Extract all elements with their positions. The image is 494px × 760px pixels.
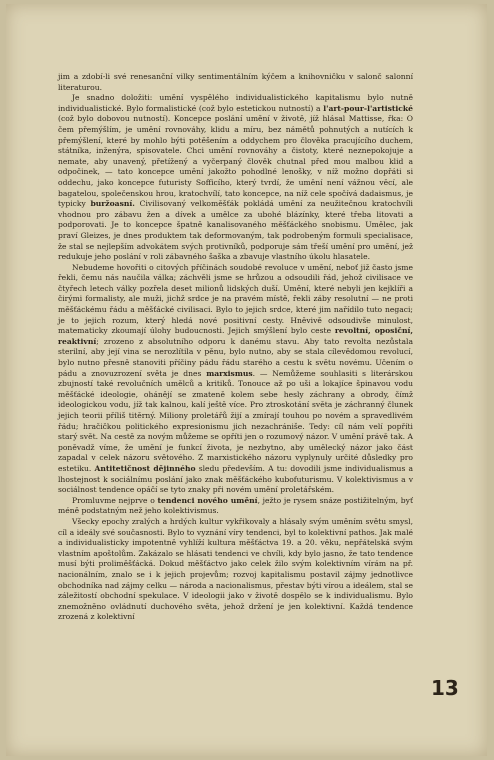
text-run: Všecky epochy zralých a hrdých kultur vykřikovaly a hlásaly svým uměním světu smysl, cíl a ideály své současnosti. Bylo to vyznání víry tendenci, byl to kolektivní pathos. Jak malé a individualisticky impotentně vyhlíží kultura měšťáctva 19. a 20. věku, nepřátelská svým vlastním apoštolům. Zakázalo se hlásati tendenci ve chvíli, kdy bylo jasno, že tato tendence musí býti proliměšťácká. Dokud měšťáctvo jako celek žilo svým kolektivním vírám na př. nacionálním, znalo se i k jejich projevům; rozvoj kapitalismu postavil zájmy jednotlivce obchodníka nad zájmy celku — národa a nacionalismus, přestav býti vírou a ideálem, stal se záležitostí obchodní spekulace. V ideologii jako v životě dospělo se k individualismu. Bylo znemožněno ovládnutí duchového světa, jehož držení je jen kolektivní. Každá tendence zrozená z kolektivní xyxy=(58,516,413,622)
text-run: Promluvme nejprve o xyxy=(72,495,158,505)
text-run: (což bylo dobovou nutností). Koncepce poslání umění v životě, jíž hlásal Mattisse, řka: O čem přemýšlím, je umění rovnováhy, klidu a míru, bez námětů pohnutých a nutících k přemýšlení, které by mohlo býti potěšením a oddychem pro člověka pracujícího duchem, státníka, inženýra, spisovatele. Chci umění rovnováhy a čistoty, které neznepokojuje a nemate, aby unavený, přetížený a vyčerpaný člověk chutnal před mou malbou klid a odpočinek, — tato koncepce umění jakožto pohodlné lenošky, v níž možno dopřáti si oddechu, jako koncepce futuristy Sofficího, který tvrdí, že umění není vážnou věcí, ale bagatelou, společenskou hrou, kratochvílí, tato koncepce, na níž cele spočívá dadaismus, je typicky xyxy=(58,114,413,209)
bold-text: buržoasní. xyxy=(90,199,135,209)
paragraph xyxy=(58,496,413,517)
page-number: 13 xyxy=(431,676,459,700)
text-run: Je snadno doložiti: umění vyspělého individualistického kapitalismu bylo nutně individualistické. Bylo formalistické (což bylo estetickou nutností) a xyxy=(58,93,413,113)
bold-text: l'art-pour-l'artistické xyxy=(323,103,413,113)
paragraph xyxy=(58,517,413,623)
bold-text: marxismus xyxy=(206,368,253,378)
paragraph xyxy=(58,72,413,93)
text-run: . — Nemůžeme souhlasiti s literárskou zbujností také revolučních umělců a kritiků. Tonouce až po uši a lokajíce špinavou vodu měšťácké ideologie, ohánějí se zmateně kolem sebe hesly záchrany a obrody, čímž ideologickou vodu, jíž tak kalnou, kalí ještě více. Pro ztroskotání světa je záchranný člunek jejich teorii příliš titěrný. Miliony proletářů žijí a zmírají touhou po novém a spravedlivém řádu; hračičkou politického expresionismu jich nezachrániše. Tedy: cíl nám velí popříti starý svět. Na cestě za novým můžeme se opříti jen o rozumový názor. V umění právě tak. A poněvadž víme, že umění je funkcí života, je nezbytno, aby umělecký názor jako část zapadal v celek názoru světového. Z marxistického názoru vyplynuly určité důsledky pro estetiku. xyxy=(58,368,413,473)
bold-text: Antitetičnost dějinného xyxy=(94,463,196,473)
book-page xyxy=(6,4,487,756)
bold-text: tendenci nového umění xyxy=(157,495,258,505)
text-run: Nebudeme hovořiti o citových příčinách soudobé revoluce v umění, neboť již často jsme řekli, čemu nás naučila válka; záchvěli jsme se hrůzou a odsoudili řád, jehož civilisace ve čtyřech letech války pozřela deset milionů lidských duší. Umění, které nebyli jen kejklíři a čirými formalisty, ale muži, jichž srdce je na pravém místě, řekli záby resolutní — ne proti měšťáckému řádu a měšťácké civilisaci. Bylo to jejich srdce, které jim nařídilo tuto negaci; je to jejich rozum, který hledá nové positivní cesty. Hněvivě odsoudivše minulost, matematicky zkoumají úlohy budoucnosti. Jejich smýšlení bylo ceste xyxy=(58,262,413,336)
text-run: ; zrozeno z absolutního odporu k danému stavu. Aby tato revolta nezůstala sterilní, aby její vina se nerozlítila v pěnu, bylo nutno, aby se stala cílevědomou revolucí, bylo nutno přesně stanoviti příčiny pádu řádu starého a cestu k světu novému. Učením o pádu a znovuzrození světa je dnes xyxy=(58,336,413,378)
text-run: , ježto je rysem snáze postižitelným, byť méně podstatným než jeho kolektivismus. xyxy=(58,495,413,516)
bold-text: revoltní, oposiční, reaktivní xyxy=(58,326,413,346)
paragraph xyxy=(58,93,413,263)
paragraph xyxy=(58,263,413,496)
body-text xyxy=(58,72,413,623)
text-run: Civilisovaný velkoměšťák pokládá umění za neužitečnou kratochvíli vhodnou pro zábavu žen a dívek a umělce za ubohé blázínky, které třeba litovati a podporovati. Je to koncepce špatně kanalisovaného měšťáckého snobismu. Umělec, jak praví Gleizes, je dnes produktem tak deformovaným, tak podrobeným formuli specialisace, že stal se nejlepším advokátem svých protivníků, podporuje sám třeší umění pro umění, jež redukuje jeho poslání v roli zábavného šaška a zbavuje vlastního úkolu hlasatele. xyxy=(58,199,413,262)
text-run: sledu především. A tu: dovodili jsme individualismus a lhostejnost k sociálnímu poslání jako znak měšťáckého kubofuturismu. V kolektivismus a v sociálnost tendence opáčí se tyto znaky při novém umění proletářském. xyxy=(58,463,413,495)
text-run: jim a zdobí-li své renesanční vilky sentimentálním kýčem a knihovničku v salonč salonní literaturou. xyxy=(58,72,413,92)
